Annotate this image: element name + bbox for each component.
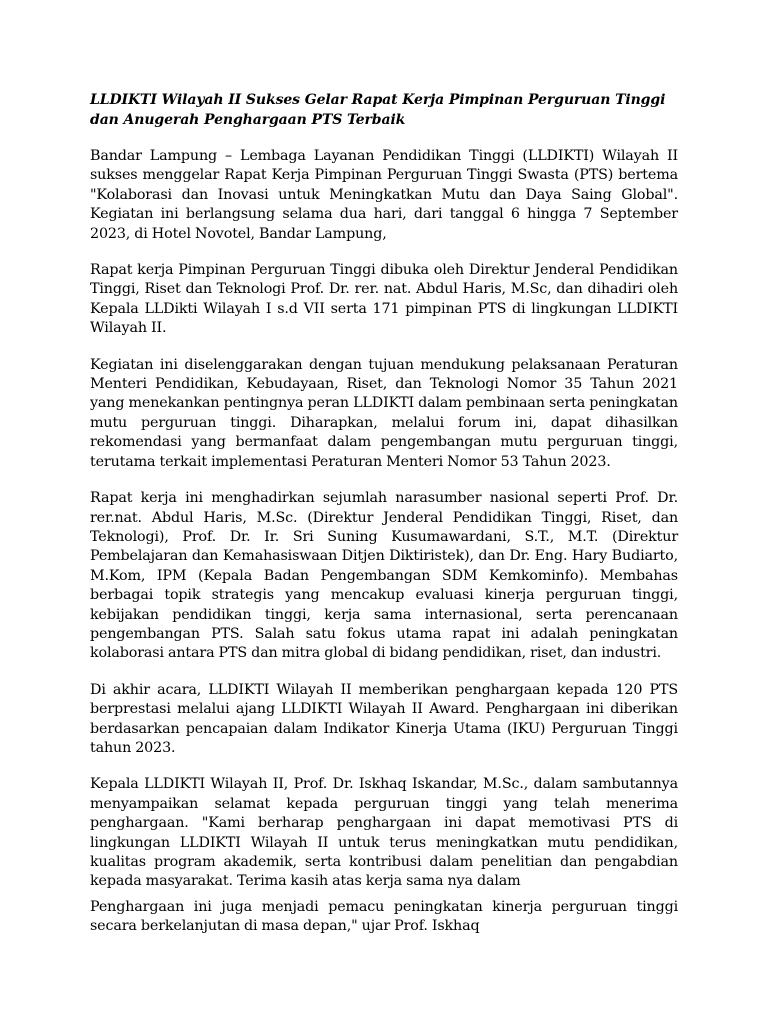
paragraph-speech: Kepala LLDIKTI Wilayah II, Prof. Dr. Iskhaq Iskandar, M.Sc., dalam sambutannya menyampaikan selamat kepada perguruan tinggi yang telah menerima penghargaan. "Kami berharap penghargaan ini dapat memotivasi PTS di lingkungan LLDIKTI Wilayah II untuk terus meningkatkan mutu pendidikan, kualitas program akademik, serta kontribusi dalam penelitian dan pengabdian kepada masyarakat. Terima kasih atas kerja sama nya dalam bbox=[90, 776, 678, 890]
paragraph-award: Di akhir acara, LLDIKTI Wilayah II memberikan penghargaan kepada 120 PTS berprestasi melalui ajang LLDIKTI Wilayah II Award. Penghargaan ini diberikan berdasarkan pencapaian dalam Indikator Kinerja Utama (IKU) Perguruan Tinggi tahun 2023. bbox=[90, 681, 678, 756]
paragraph-purpose: Kegiatan ini diselenggarakan dengan tujuan mendukung pelaksanaan Peraturan Menteri Pendidikan, Kebudayaan, Riset, dan Teknologi Nomor 35 Tahun 2021 yang menekankan pentingnya peran LLDIKTI dalam pembinaan serta peningkatan mutu perguruan tinggi. Diharapkan, melalui forum ini, dapat dihasilkan rekomendasi yang bermanfaat dalam pengembangan mutu perguruan tinggi, terutama terkait implementasi Peraturan Menteri Nomor 53 Tahun 2023. bbox=[90, 356, 678, 470]
paragraph-speakers: Rapat kerja ini menghadirkan sejumlah narasumber nasional seperti Prof. Dr. rer.nat. Abdul Haris, M.Sc. (Direktur Jenderal Pendidikan Tinggi, Riset, dan Teknologi), Prof. Dr. Ir. Sri Suning Kusumawardani, S.T., M.T. (Direktur Pembelajaran dan Kemahasiswaan Ditjen Diktiristek), dan Dr. Eng. Hary Budiarto, M.Kom, IPM (Kepala Badan Pengembangan SDM Kemkominfo). Membahas berbagai topik strategis yang mencakup evaluasi kinerja perguruan tinggi, kebijakan pendidikan tinggi, kerja sama internasional, serta perencanaan pengembangan PTS. Salah satu fokus utama rapat ini adalah peningkatan kolaborasi antara PTS dan mitra global di bidang pendidikan, riset, dan industri. bbox=[90, 490, 678, 662]
paragraph-intro: Bandar Lampung – Lembaga Layanan Pendidikan Tinggi (LLDIKTI) Wilayah II sukses menggelar Rapat Kerja Pimpinan Perguruan Tinggi Swasta (PTS) bertema "Kolaborasi dan Inovasi untuk Meningkatkan Mutu dan Daya Saing Global". Kegiatan ini berlangsung selama dua hari, dari tanggal 6 hingga 7 September 2023, di Hotel Novotel, Bandar Lampung, bbox=[90, 148, 678, 242]
paragraph-opening: Rapat kerja Pimpinan Perguruan Tinggi dibuka oleh Direktur Jenderal Pendidikan Tinggi, Riset dan Teknologi Prof. Dr. rer. nat. Abdul Haris, M.Sc, dan dihadiri oleh Kepala LLDikti Wilayah I s.d VII serta 171 pimpinan PTS di lingkungan LLDIKTI Wilayah II. bbox=[90, 262, 678, 337]
document-page bbox=[90, 90, 678, 937]
paragraph-closing: Penghargaan ini juga menjadi pemacu peningkatan kinerja perguruan tinggi secara berkelanjutan di masa depan," ujar Prof. Iskhaq bbox=[90, 898, 678, 935]
article-title: LLDIKTI Wilayah II Sukses Gelar Rapat Kerja Pimpinan Perguruan Tinggi dan Anugerah Penghargaan PTS Terbaik bbox=[90, 92, 666, 128]
